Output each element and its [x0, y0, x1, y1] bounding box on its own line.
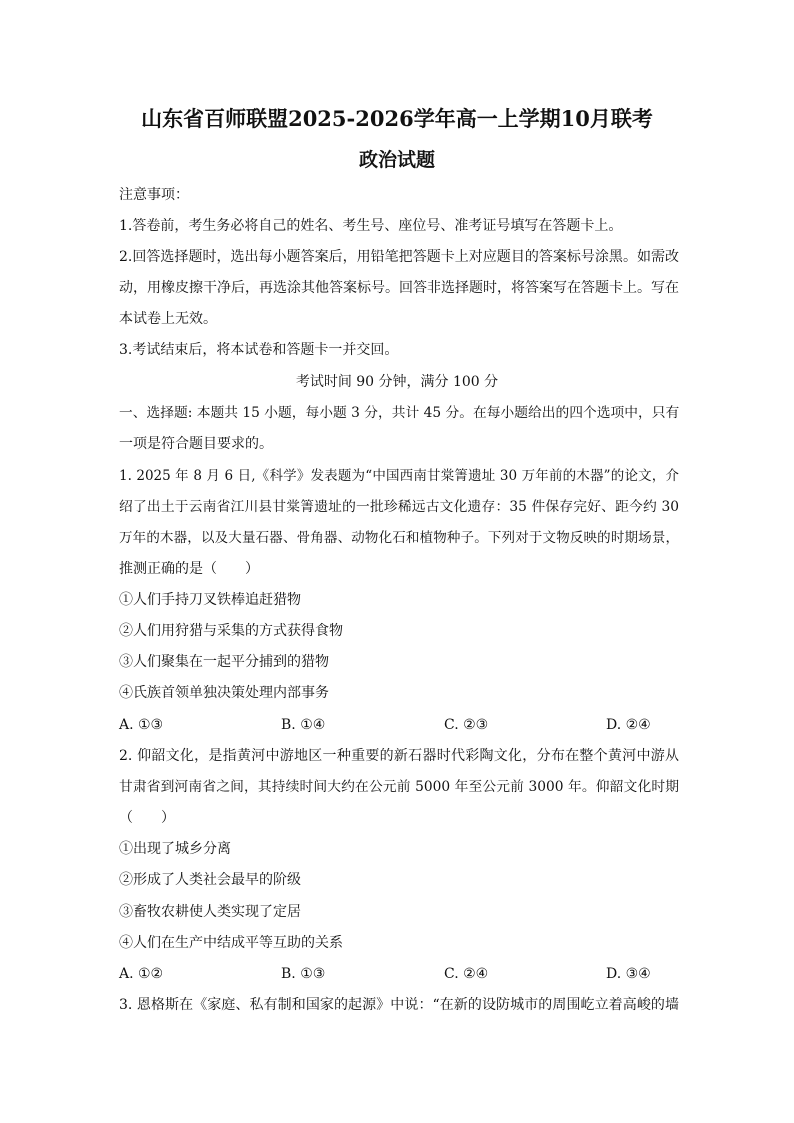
- question-1-option-b[interactable]: B. ①④: [281, 717, 326, 733]
- question-2-statement-3: ③畜牧农耕使人类实现了定居: [119, 904, 301, 920]
- question-1-option-a[interactable]: A. ①③: [119, 717, 164, 733]
- question-1-option-d[interactable]: D. ②④: [606, 717, 651, 733]
- question-1-options: [119, 715, 679, 735]
- notice-heading: 注意事项：: [119, 187, 189, 203]
- question-2-line-3: （ ）: [119, 810, 175, 826]
- question-2-option-a[interactable]: A. ①②: [119, 966, 164, 982]
- question-2-option-b[interactable]: B. ①③: [281, 966, 326, 982]
- section-1-line-2: 一项是符合题目要求的。: [119, 436, 273, 452]
- question-2-line-1: 2. 仰韶文化，是指黄河中游地区一种重要的新石器时代彩陶文化，分布在整个黄河中游从: [119, 748, 679, 764]
- question-2-option-c[interactable]: C. ②④: [444, 966, 489, 982]
- question-1-option-c[interactable]: C. ②③: [444, 717, 489, 733]
- question-3-line-1: 3. 恩格斯在《家庭、私有制和国家的起源》中说：“在新的设防城市的周围屹立着高峻的墙: [119, 997, 679, 1013]
- question-2-statement-4: ④人们在生产中结成平等互助的关系: [119, 935, 343, 951]
- question-1-statement-1: ①人们手持刀叉铁棒追赶猎物: [119, 592, 301, 608]
- question-2-line-2: 甘肃省到河南省之间，其持续时间大约在公元前 5000 年至公元前 3000 年。仰韶文化时期: [119, 779, 679, 795]
- question-1-statement-3: ③人们聚集在一起平分捕到的猎物: [119, 654, 329, 670]
- notice-item-1: 1.答卷前，考生务必将自己的姓名、考生号、座位号、准考证号填写在答题卡上。: [119, 218, 623, 234]
- question-2-options: [119, 964, 679, 984]
- question-2-option-d[interactable]: D. ③④: [606, 966, 651, 982]
- question-1-line-4: 推测正确的是（ ）: [119, 561, 259, 577]
- notice-item-2-line-2: 动，用橡皮擦干净后，再选涂其他答案标号。回答非选择题时，将答案写在答题卡上。写在: [119, 280, 679, 296]
- question-2-statement-2: ②形成了人类社会最早的阶级: [119, 872, 301, 888]
- section-1-line-1: 一、选择题: 本题共 15 小题，每小题 3 分，共计 45 分。在每小题给出的四个选项中，只有: [119, 405, 680, 421]
- question-1-line-2: 绍了出土于云南省江川县甘棠箐遗址的一批珍稀远古文化遗存：35 件保存完好、距今约 30: [119, 499, 679, 515]
- notice-item-2-line-1: 2.回答选择题时，选出每小题答案后，用铅笔把答题卡上对应题目的答案标号涂黑。如需改: [119, 249, 679, 265]
- question-2-statement-1: ①出现了城乡分离: [119, 841, 231, 857]
- question-1-statement-2: ②人们用狩猎与采集的方式获得食物: [119, 623, 343, 639]
- notice-item-2-line-3: 本试卷上无效。: [119, 311, 217, 327]
- page-subtitle: 政治试题: [358, 149, 435, 171]
- question-1-line-3: 万年的木器，以及大量石器、骨角器、动物化石和植物种子。下列对于文物反映的时期场景，: [119, 530, 679, 546]
- page-title: 山东省百师联盟2025-2026学年高一上学期10月联考: [141, 106, 653, 131]
- exam-info: 考试时间 90 分钟，满分 100 分: [295, 374, 499, 390]
- notice-item-3: 3.考试结束后，将本试卷和答题卡一并交回。: [119, 342, 399, 358]
- question-1-statement-4: ④氏族首领单独决策处理内部事务: [119, 685, 329, 701]
- question-1-line-1: 1. 2025 年 8 月 6 日,《科学》发表题为“中国西南甘棠箐遗址 30 万年前的木器”的论文，介: [119, 468, 679, 484]
